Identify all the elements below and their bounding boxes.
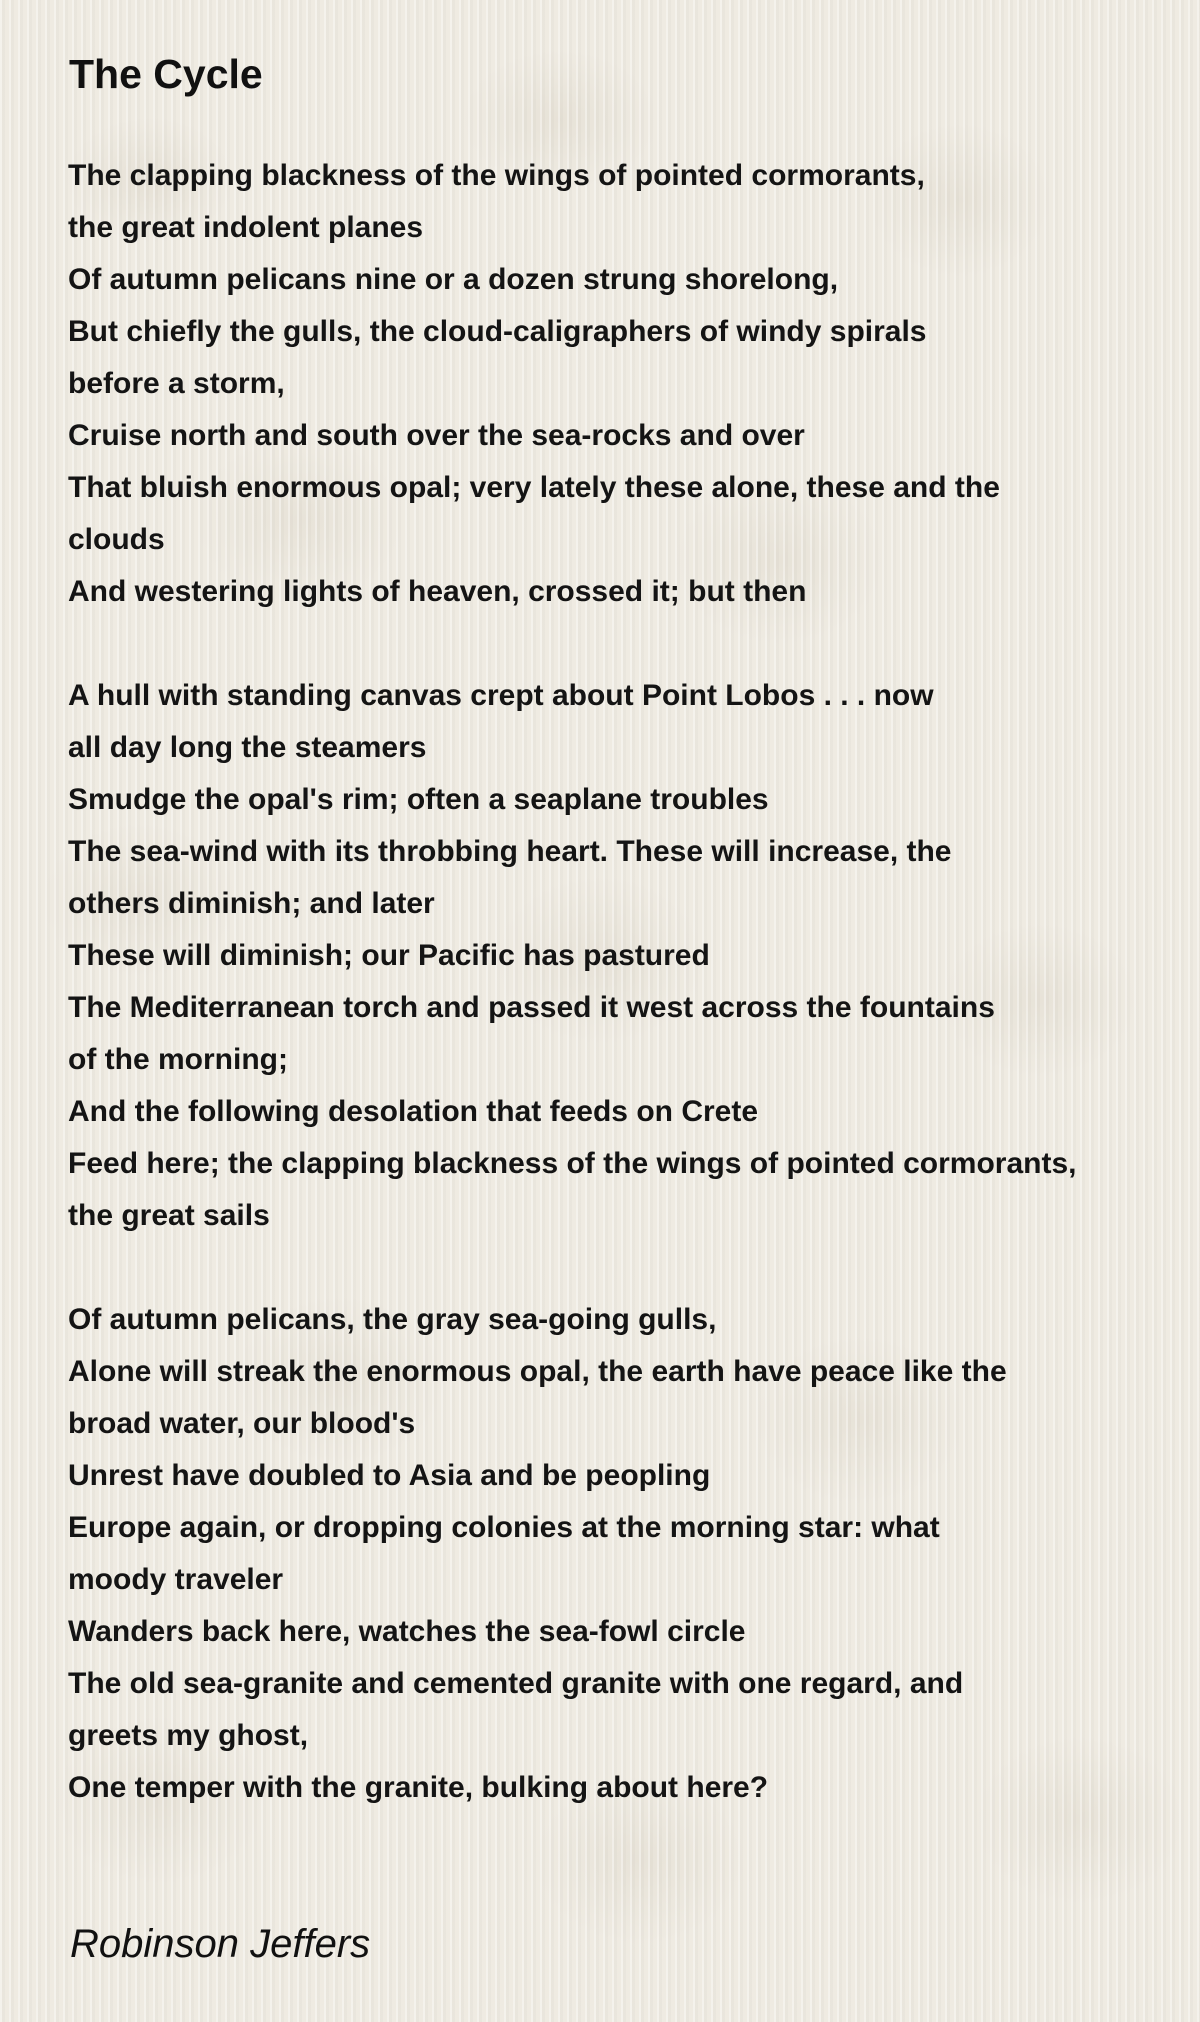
poem-line: Feed here; the clapping blackness of the wings of pointed cormorants, xyxy=(68,1147,1077,1180)
poem-line: The Mediterranean torch and passed it west across the fountains xyxy=(68,991,995,1024)
poem-line: before a storm, xyxy=(68,367,285,400)
poem-line: Cruise north and south over the sea-rocks and over xyxy=(68,419,805,452)
poem-line: the great indolent planes xyxy=(68,211,424,244)
poem-line: Of autumn pelicans, the gray sea-going gulls, xyxy=(68,1303,717,1336)
poem-line: That bluish enormous opal; very lately these alone, these and the xyxy=(68,471,1000,504)
poem-line: moody traveler xyxy=(68,1563,284,1596)
poem-line: clouds xyxy=(68,523,165,556)
poem-line: The clapping blackness of the wings of pointed cormorants, xyxy=(68,159,925,192)
poem-line: These will diminish; our Pacific has pastured xyxy=(68,939,710,972)
poem-line: Europe again, or dropping colonies at the morning star: what xyxy=(68,1511,940,1544)
poem-line: The sea-wind with its throbbing heart. These will increase, the xyxy=(68,835,952,868)
poem-line: And the following desolation that feeds on Crete xyxy=(68,1095,759,1128)
poem-body xyxy=(68,150,1178,1814)
stanza-1 xyxy=(68,150,1178,618)
stanza-3 xyxy=(68,1294,1178,1814)
poem-title: The Cycle xyxy=(69,51,263,97)
poem-line: One temper with the granite, bulking about here? xyxy=(68,1771,769,1804)
stanza-2 xyxy=(68,670,1178,1242)
poem-line: Of autumn pelicans nine or a dozen strung shorelong, xyxy=(68,263,839,296)
poem-line: Wanders back here, watches the sea-fowl circle xyxy=(68,1615,746,1648)
poem-line: all day long the steamers xyxy=(68,731,427,764)
poem-line: of the morning; xyxy=(68,1043,288,1076)
poem-line: Smudge the opal's rim; often a seaplane troubles xyxy=(68,783,769,816)
poem-line: broad water, our blood's xyxy=(68,1407,416,1440)
poem-line: And westering lights of heaven, crossed it; but then xyxy=(68,575,807,608)
poem-line: Unrest have doubled to Asia and be peopling xyxy=(68,1459,711,1492)
poem-author: Robinson Jeffers xyxy=(70,1922,371,1966)
poem-line: the great sails xyxy=(68,1199,270,1232)
poem-line: greets my ghost, xyxy=(68,1719,309,1752)
poem-line: The old sea-granite and cemented granite with one regard, and xyxy=(68,1667,964,1700)
poem-line: Alone will streak the enormous opal, the earth have peace like the xyxy=(68,1355,1007,1388)
poem-line: But chiefly the gulls, the cloud-caligraphers of windy spirals xyxy=(68,315,927,348)
poem-line: A hull with standing canvas crept about Point Lobos . . . now xyxy=(68,679,934,712)
poem-line: others diminish; and later xyxy=(68,887,435,920)
